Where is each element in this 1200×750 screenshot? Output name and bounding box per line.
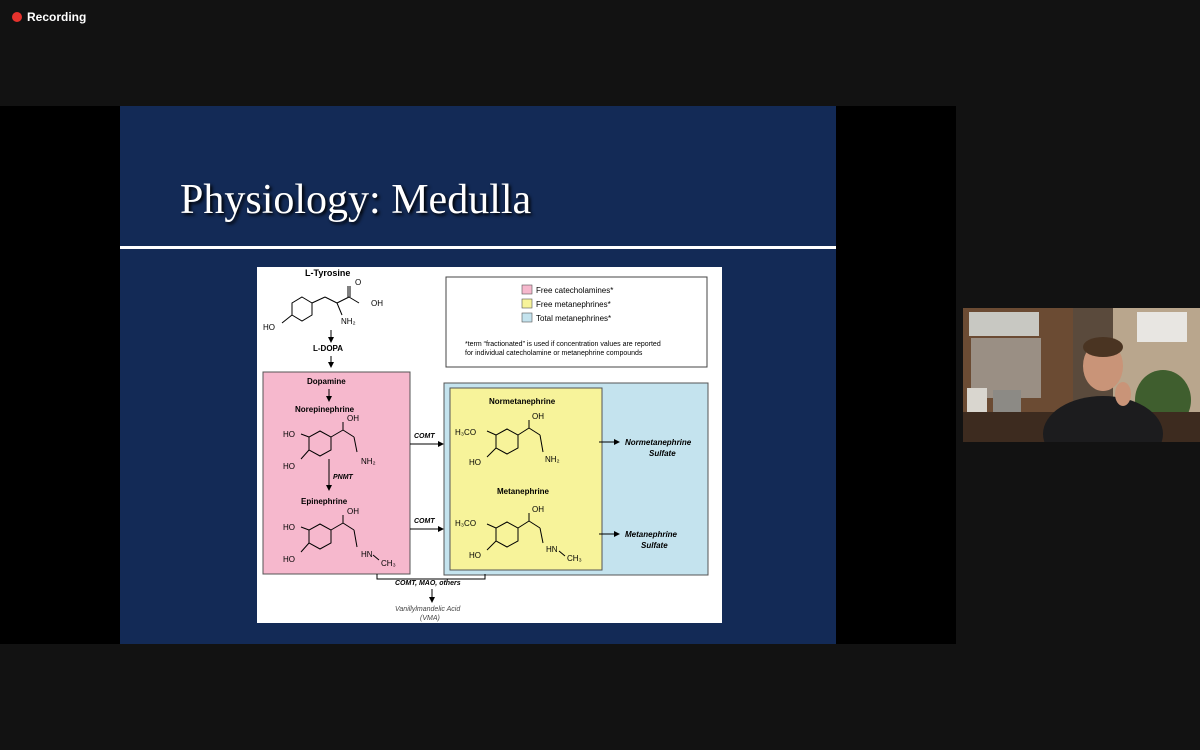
normet-oh: OH [532,412,544,421]
dopamine-label: Dopamine [307,377,346,386]
legend-label-free-catecholamines: Free catecholamines* [536,286,614,295]
tyrosine-label: L-Tyrosine [305,268,351,278]
vma-line2: (VMA) [420,615,440,622]
met-sulfate-line2: Sulfate [641,541,668,550]
normetanephrine-label: Normetanephrine [489,397,556,406]
epi-ch3: CH₃ [381,559,396,568]
met-hn: HN [546,545,558,554]
tyrosine-o: O [355,278,362,287]
epi-ho1: HO [283,523,295,532]
legend-swatch-free-catecholamines [522,285,532,294]
epi-ho2: HO [283,555,295,564]
slide-title: Physiology: Medulla [180,177,532,223]
vma-line1: Vanillylmandelic Acid [395,606,461,613]
normet-sulfate-line2: Sulfate [649,449,676,458]
pnmt-label: PNMT [333,474,353,481]
tyrosine-ho: HO [263,323,275,332]
norepi-oh: OH [347,414,359,423]
epinephrine-label: Epinephrine [301,497,348,506]
catecholamine-pathway-diagram [257,267,722,623]
comt-label-2: COMT [414,518,435,525]
met-sulfate-line1: Metanephrine [625,530,678,539]
free-metanephrines-box [450,388,602,570]
metanephrine-label: Metanephrine [497,487,550,496]
met-ch3: CH₃ [567,554,582,563]
epi-hn: HN [361,550,373,559]
norepi-nh2: NH₂ [361,457,376,466]
person-hair [1083,337,1123,357]
person-hand [1115,382,1131,406]
legend-note-line1: *term “fractionated” is used if concentration values are reported [465,341,661,348]
title-divider [120,246,836,249]
normet-nh2: NH₂ [545,455,560,464]
met-ho: HO [469,551,481,560]
presentation-slide [120,106,836,644]
picture-frame [993,390,1021,412]
legend-label-total-metanephrines: Total metanephrines* [536,314,612,323]
ldopa-label: L-DOPA [313,344,344,353]
legend-swatch-free-metanephrines [522,299,532,308]
normet-h3co: H₃CO [455,428,477,437]
tyrosine-oh: OH [371,299,383,308]
picture-frame [967,388,987,414]
met-oh: OH [532,505,544,514]
legend-label-free-metanephrines: Free metanephrines* [536,300,611,309]
norepi-ho2: HO [283,462,295,471]
normet-ho: HO [469,458,481,467]
recording-label: Recording [27,10,87,24]
legend-note-line2: for individual catecholamine or metanephrine compounds [465,350,643,357]
participant-video-tile[interactable] [963,308,1200,442]
wall-photo [1137,312,1187,342]
free-catecholamines-box [263,372,410,574]
recording-indicator [12,10,86,24]
window-light [969,312,1039,336]
comt-label-1: COMT [414,433,435,440]
norepi-ho1: HO [283,430,295,439]
legend [446,277,707,367]
met-h3co: H₃CO [455,519,477,528]
recording-dot-icon [12,12,22,22]
legend-swatch-total-metanephrines [522,313,532,322]
tyrosine-nh2: NH₂ [341,317,356,326]
norepinephrine-label: Norepinephrine [295,405,355,414]
comt-mao-label: COMT, MAO, others [395,580,461,587]
epi-oh: OH [347,507,359,516]
normet-sulfate-line1: Normetanephrine [625,438,692,447]
